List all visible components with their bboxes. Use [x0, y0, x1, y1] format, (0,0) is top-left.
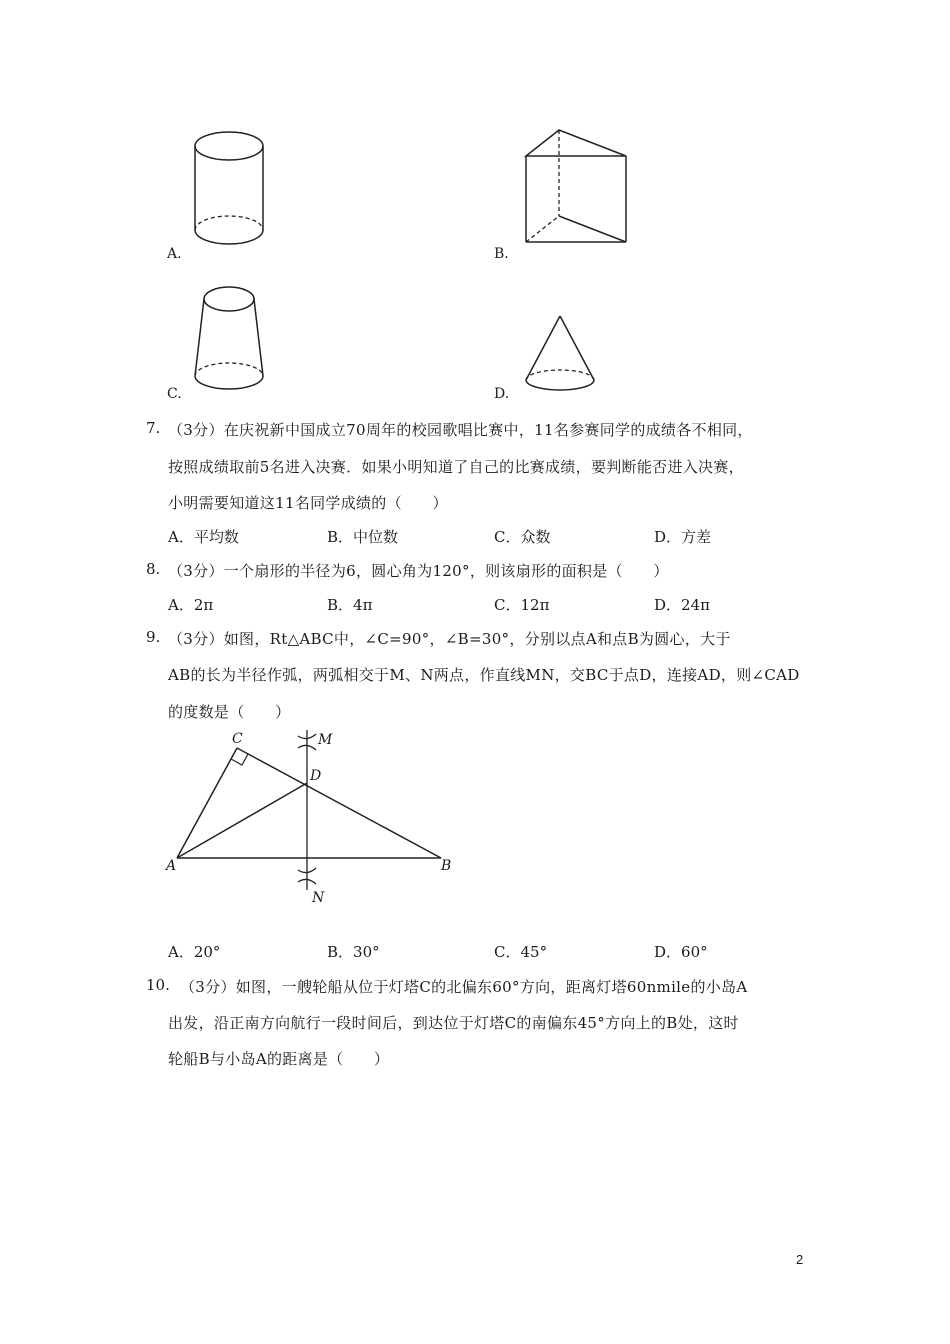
point-d-label: D: [310, 768, 322, 784]
cone-figure: [522, 314, 602, 394]
q8-option-c: C．12π: [494, 596, 550, 614]
point-b-label: B: [441, 858, 452, 874]
q7-option-a: A．平均数: [168, 528, 239, 546]
q7-option-c: C．众数: [494, 528, 551, 546]
option-b-label: B.: [494, 246, 509, 262]
q7-line-1: （3分）在庆祝新中国成立70周年的校园歌唱比赛中，11名参赛同学的成绩各不相同，: [168, 421, 753, 439]
q9-option-a: A．20°: [168, 943, 221, 961]
q10-number: 10.: [146, 976, 170, 994]
q7-line-2: 按照成绩取前5名进入决赛．如果小明知道了自己的比赛成绩，要判断能否进入决赛，: [168, 458, 744, 476]
point-c-label: C: [232, 731, 243, 747]
q9-line-1: （3分）如图，Rt△ABC中，∠C=90°，∠B=30°，分别以点A和点B为圆心，大于: [168, 630, 731, 648]
q9-option-c: C．45°: [494, 943, 548, 961]
cylinder-figure: [190, 130, 270, 250]
q8-option-b: B．4π: [327, 596, 373, 614]
q7-number: 7.: [146, 419, 161, 437]
q10-line-2: 出发，沿正南方向航行一段时间后，到达位于灯塔C的南偏东45°方向上的B处，这时: [168, 1014, 739, 1032]
page-number: 2: [796, 1252, 804, 1267]
triangular-prism-figure: [522, 126, 632, 246]
point-a-label: A: [166, 858, 177, 874]
triangle-construction-figure: [165, 730, 465, 910]
q8-number: 8.: [146, 560, 161, 578]
q8-line: （3分）一个扇形的半径为6，圆心角为120°，则该扇形的面积是（ ）: [168, 562, 669, 580]
option-c-label: C.: [167, 386, 182, 402]
option-d-label: D.: [494, 386, 510, 402]
q7-line-3: 小明需要知道这11名同学成绩的（ ）: [168, 494, 448, 512]
frustum-figure: [190, 282, 270, 392]
point-m-label: M: [318, 732, 333, 748]
q9-number: 9.: [146, 628, 161, 646]
q7-option-d: D．方差: [654, 528, 712, 546]
q9-line-2: AB的长为半径作弧，两弧相交于M、N两点，作直线MN，交BC于点D，连接AD，则∠CAD: [168, 666, 800, 684]
q10-line-1: （3分）如图，一艘轮船从位于灯塔C的北偏东60°方向，距离灯塔60nmile的小岛A: [180, 978, 748, 996]
option-a-label: A.: [167, 246, 182, 262]
point-n-label: N: [312, 890, 325, 906]
q9-option-d: D．60°: [654, 943, 708, 961]
q8-option-d: D．24π: [654, 596, 710, 614]
q7-option-b: B．中位数: [327, 528, 399, 546]
q8-option-a: A．2π: [168, 596, 214, 614]
q10-line-3: 轮船B与小岛A的距离是（ ）: [168, 1050, 390, 1068]
q9-line-3: 的度数是（ ）: [168, 703, 291, 721]
q9-option-b: B．30°: [327, 943, 380, 961]
